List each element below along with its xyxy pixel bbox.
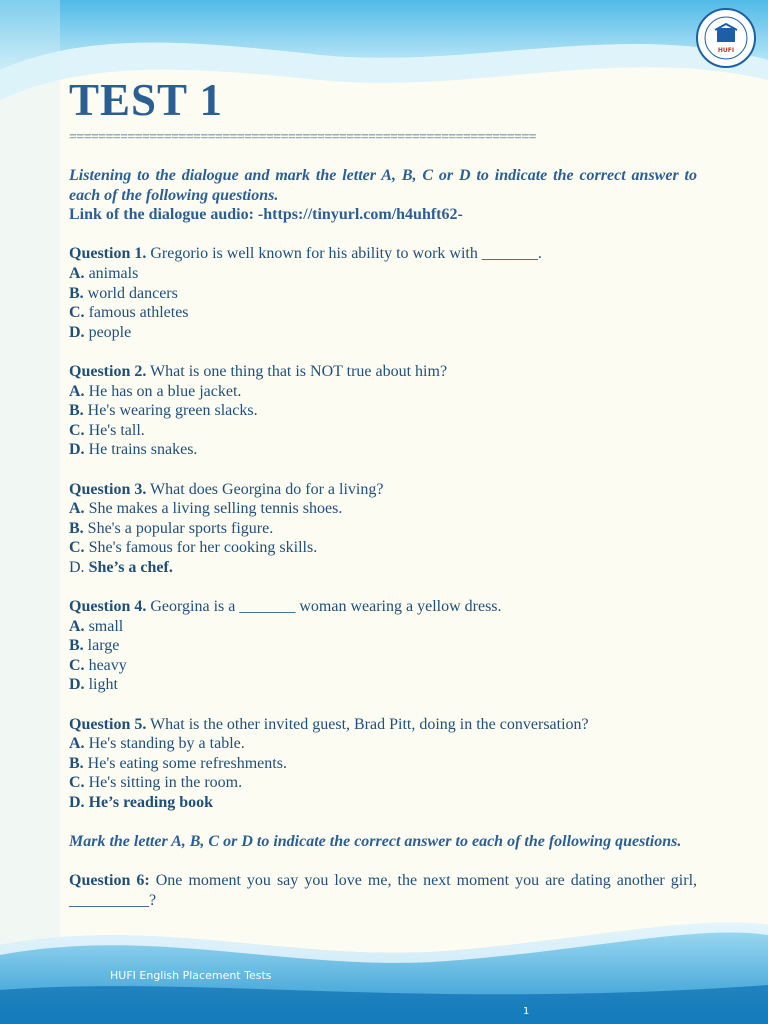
test-content bbox=[69, 166, 697, 911]
svg-text:HUFI: HUFI bbox=[717, 47, 735, 54]
option-a[interactable]: A. He's standing by a table. bbox=[69, 735, 245, 753]
question-text: Gregorio is well known for his ability to work with _______. bbox=[146, 245, 542, 263]
option-a[interactable]: A. small bbox=[69, 617, 124, 635]
option-d[interactable]: D. She’s a chef. bbox=[69, 558, 173, 576]
option-c[interactable]: C. heavy bbox=[69, 656, 127, 674]
listening-instructions: Listening to the dialogue and mark the letter A, B, C or D to indicate the correct answer to each of the following questions. bbox=[69, 167, 697, 204]
question-text: One moment you say you love me, the next moment you are dating another girl, __________? bbox=[69, 872, 698, 909]
title-divider: ================================================================ bbox=[69, 130, 536, 145]
option-b[interactable]: B. She's a popular sports figure. bbox=[69, 519, 274, 537]
question-label: Question 6: bbox=[69, 872, 150, 890]
question-6 bbox=[69, 871, 697, 910]
audio-link[interactable]: Link of the dialogue audio: -https://tinyurl.com/h4uhft62- bbox=[69, 206, 463, 224]
option-a[interactable]: A. She makes a living selling tennis shoes. bbox=[69, 500, 343, 518]
question-label: Question 2. bbox=[69, 362, 147, 380]
option-b[interactable]: B. He's eating some refreshments. bbox=[69, 754, 287, 772]
option-c[interactable]: C. He's tall. bbox=[69, 421, 145, 439]
question-5 bbox=[69, 715, 697, 813]
page-number: 1 bbox=[523, 1006, 530, 1017]
option-d[interactable]: D. light bbox=[69, 676, 118, 694]
option-c[interactable]: C. She's famous for her cooking skills. bbox=[69, 539, 318, 557]
question-label: Question 5. bbox=[69, 715, 147, 733]
option-a[interactable]: A. He has on a blue jacket. bbox=[69, 382, 242, 400]
question-label: Question 4. bbox=[69, 598, 147, 616]
option-c[interactable]: C. He's sitting in the room. bbox=[69, 774, 243, 792]
option-b[interactable]: B. large bbox=[69, 637, 120, 655]
option-d[interactable]: D. He’s reading book bbox=[69, 794, 214, 811]
option-b[interactable]: B. world dancers bbox=[69, 284, 178, 302]
question-2 bbox=[69, 362, 697, 460]
question-4 bbox=[69, 597, 697, 695]
option-c[interactable]: C. famous athletes bbox=[69, 304, 189, 322]
option-b[interactable]: B. He's wearing green slacks. bbox=[69, 402, 258, 420]
question-1 bbox=[69, 244, 697, 342]
question-text: Georgina is a _______ woman wearing a yellow dress. bbox=[146, 598, 502, 616]
question-label: Question 1. bbox=[69, 245, 147, 263]
page-title: TEST 1 bbox=[69, 75, 224, 125]
option-d[interactable]: D. He trains snakes. bbox=[69, 441, 198, 459]
question-text: What does Georgina do for a living? bbox=[146, 480, 384, 498]
option-d[interactable]: D. people bbox=[69, 323, 132, 341]
section-2-instructions: Mark the letter A, B, C or D to indicate the correct answer to each of the following questions. bbox=[69, 833, 682, 851]
option-a[interactable]: A. animals bbox=[69, 264, 139, 282]
question-text: What is the other invited guest, Brad Pitt, doing in the conversation? bbox=[146, 715, 589, 733]
question-text: What is one thing that is NOT true about him? bbox=[146, 362, 448, 380]
footer-title: HUFI English Placement Tests bbox=[110, 969, 272, 982]
question-label: Question 3. bbox=[69, 480, 147, 498]
question-3 bbox=[69, 480, 697, 578]
university-seal-icon bbox=[696, 8, 756, 68]
